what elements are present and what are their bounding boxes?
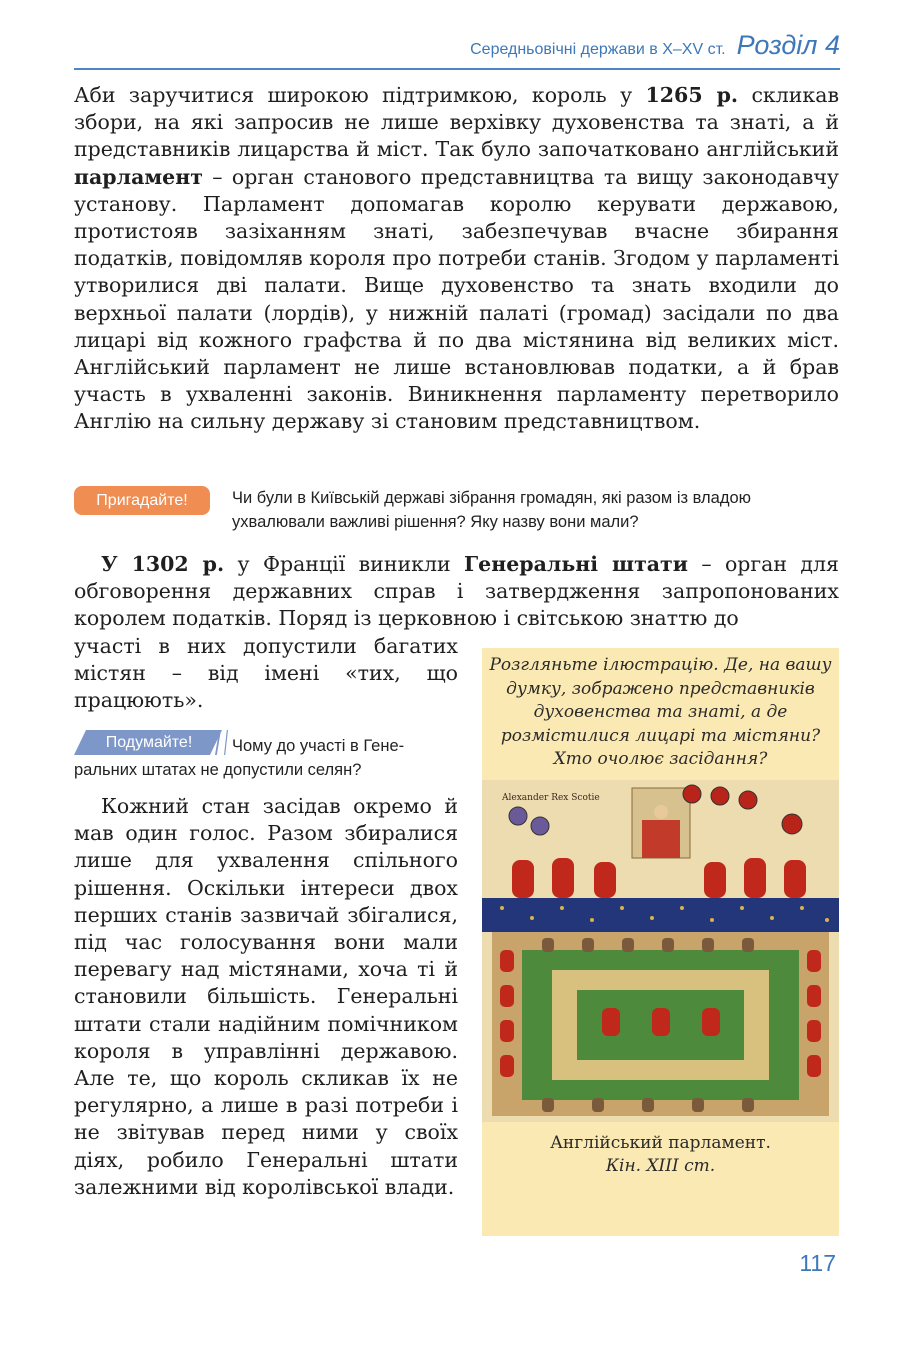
illustration-caption: [482, 1132, 839, 1178]
svg-text:Alexander Rex Scotie: Alexander Rex Scotie: [502, 793, 600, 803]
think-question-line2: ральних штатах не допустили селян?: [74, 761, 362, 779]
caption-title: Англійський парламент.: [550, 1133, 771, 1153]
chapter-label: Розділ 4: [736, 30, 840, 60]
illustration-question: Розгляньте ілюстрацію. Де, на вашу думку, зображено представників духовенства та знаті, а де розмістилися лицарі та містяни? Хто очолює засідання?: [489, 655, 832, 770]
parliament-illustration: [482, 780, 839, 1122]
year-1265: 1265 р.: [645, 83, 739, 107]
paragraph-estates-general-continued: участі в них допустили багатих містян – від імені «тих, що працюють».: [74, 634, 458, 713]
remember-badge: Пригадайте!: [74, 486, 210, 515]
illustration-box: [482, 648, 839, 1236]
think-badge: [74, 730, 226, 755]
think-badge-stripe: [224, 730, 228, 755]
paragraph-voting: Кожний стан засідав окремо й мав один голос. Разом збиралися лише для ухвалення спільного рішення. Оскільки інтереси двох перших станів зазвичай збігалися, під час голосування вони мали перевагу над містянами, хоча ті й становили більшість. Генеральні штати стали надійним помічником короля в управлінні державою. Але те, що король скликав їх не регулярно, а лише в разі потреби і не звітував перед ними у своїх діях, робило Генеральні штати залежними від королівської влади.: [74, 794, 458, 1199]
section-title: Середньовічні держави в Х–ХV ст.: [470, 41, 726, 58]
term-parliament: парламент: [74, 164, 203, 189]
caption-date: Кін. ХІІІ ст.: [605, 1156, 716, 1176]
think-question-line1: Чому до участі в Гене-: [232, 737, 405, 755]
remember-question: Чи були в Київській державі зібрання громадян, які разом із владою ухвалювали важливі рішення? Яку назву вони мали?: [232, 489, 752, 531]
page-number: 117: [799, 1250, 836, 1276]
page-header: [74, 30, 840, 66]
header-divider: [74, 68, 840, 70]
parliament-miniature-icon: [482, 780, 839, 1122]
paragraph-estates-general: У 1302 р. у Франції виникли Генеральні штати – орган для обговорення державних справ і затвердження запропонованих королем податків. Поряд із церковною і світською знаттю до: [74, 552, 839, 631]
think-badge-label: Подумайте!: [105, 733, 193, 751]
term-estates-general: Генеральні штати: [464, 552, 688, 576]
paragraph-english-parliament: Аби заручитися широкою підтримкою, король у 1265 р. скликав збори, на які запросив не лише верхівку духовенства та знаті, а й представників лицарства й міст. Так було започатковано англійський парламент – орган станового представництва та вищу законодавчу установу. Парламент допомагав королю керувати державою, протистояв зазіханням знаті, забезпечував вчасне збирання податків, повідомляв короля про потреби станів. Згодом у парламенті утворилися дві палати. Вище духовенство та знать входили до верхньої палати (лордів), у нижній палаті (громад) засідали по два лицарі від кожного графства й по два містянина від великих міст. Англійський парламент не лише встановлював податки, а й брав участь в ухваленні законів. Виникнення парламенту перетворило Англію на сильну державу зі становим представництвом.: [74, 83, 839, 434]
year-1302: У 1302 р.: [101, 552, 225, 576]
